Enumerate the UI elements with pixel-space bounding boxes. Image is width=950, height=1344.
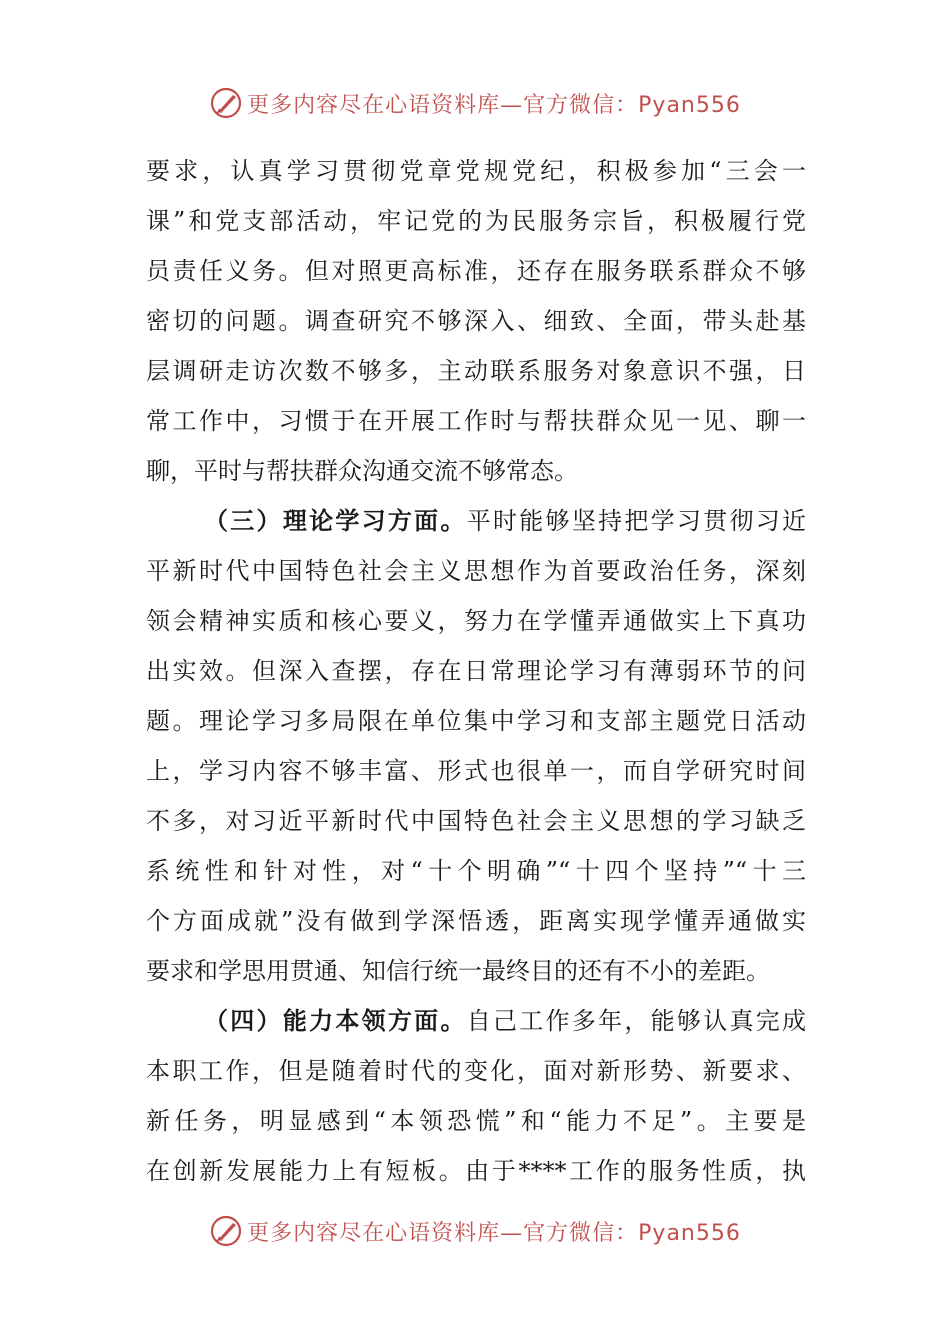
footer-banner (0, 1206, 950, 1256)
body-line: 本职工作，但是随着时代的变化，面对新形势、新要求、 (146, 1057, 806, 1085)
quill-logo-icon (209, 1214, 243, 1248)
body-line: 系统性和针对性，对“十个明确”“十四个坚持”“十三 (146, 857, 806, 885)
section-4-heading: （四）能力本领方面。 (204, 1006, 467, 1035)
body-line: 新任务，明显感到“本领恐慌”和“能力不足”。主要是 (146, 1107, 806, 1135)
body-line: 上，学习内容不够丰富、形式也很单一，而自学研究时间 (146, 757, 806, 785)
body-line: 员责任义务。但对照更高标准，还存在服务联系群众不够 (146, 257, 806, 285)
body-line: 在创新发展能力上有短板。由于****工作的服务性质，执 (146, 1157, 806, 1185)
body-line: 要求和学思用贯通、知信行统一最终目的还有不小的差距。 (146, 957, 770, 985)
body-line: 领会精神实质和核心要义，努力在学懂弄通做实上下真功 (146, 607, 806, 635)
document-body (146, 146, 806, 1196)
body-line: 题。理论学习多局限在单位集中学习和支部主题党日活动 (146, 707, 806, 735)
footer-banner-text: 更多内容尽在心语资料库—官方微信：Pyan556 (247, 1220, 741, 1246)
header-banner (0, 78, 950, 128)
section-3-first-line: （三）理论学习方面。平时能够坚持把学习贯彻习近 (204, 506, 807, 535)
header-banner-text: 更多内容尽在心语资料库—官方微信：Pyan556 (247, 92, 741, 118)
body-line: 出实效。但深入查摆，存在日常理论学习有薄弱环节的问 (146, 657, 806, 685)
body-line: 平新时代中国特色社会主义思想作为首要政治任务，深刻 (146, 557, 806, 585)
header-wechat-id: Pyan556 (638, 92, 741, 118)
section-4-first-line: （四）能力本领方面。自己工作多年，能够认真完成 (204, 1006, 807, 1035)
body-line: 要求，认真学习贯彻党章党规党纪，积极参加“三会一 (146, 157, 806, 185)
section-3-heading: （三）理论学习方面。 (204, 506, 467, 535)
footer-wechat-id: Pyan556 (638, 1220, 741, 1246)
body-line: 课”和党支部活动，牢记党的为民服务宗旨，积极履行党 (146, 207, 806, 235)
body-line: 聊，平时与帮扶群众沟通交流不够常态。 (146, 457, 578, 485)
body-line: 密切的问题。调查研究不够深入、细致、全面，带头赴基 (146, 307, 806, 335)
body-line: 常工作中，习惯于在开展工作时与帮扶群众见一见、聊一 (146, 407, 806, 435)
quill-logo-icon (209, 86, 243, 120)
body-line: 层调研走访次数不够多，主动联系服务对象意识不强，日 (146, 357, 806, 385)
body-line: 个方面成就”没有做到学深悟透，距离实现学懂弄通做实 (146, 907, 806, 935)
body-line: 不多，对习近平新时代中国特色社会主义思想的学习缺乏 (146, 807, 806, 835)
